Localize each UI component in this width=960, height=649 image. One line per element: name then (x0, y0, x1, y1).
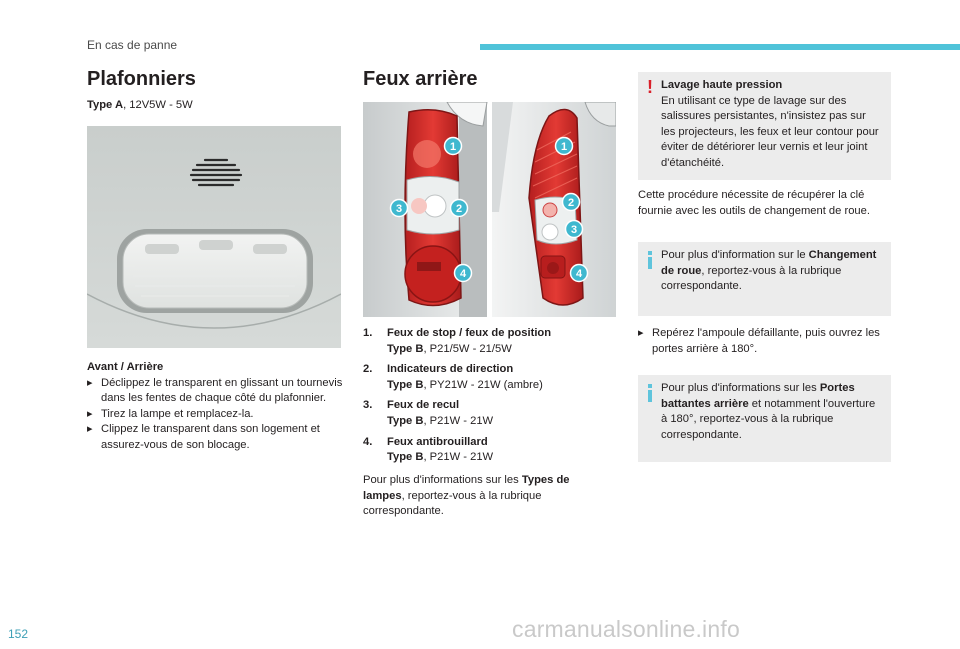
section-label: En cas de panne (87, 38, 178, 52)
page-number: 152 (8, 627, 29, 641)
list-item (87, 376, 345, 407)
note-bold: Types de lampes (363, 474, 570, 502)
watermark: carmanualsonline.info (512, 616, 740, 642)
item-name: Feux antibrouillard (387, 435, 488, 448)
item-name: Indicateurs de direction (387, 363, 514, 376)
list-item (87, 407, 345, 423)
info-content (661, 381, 883, 443)
item-value: , PY21W - 21W (ambre) (423, 378, 543, 391)
type-label: Type A (87, 99, 124, 111)
item-value: , P21W - 21W (423, 451, 494, 464)
svg-text:2: 2 (455, 203, 463, 215)
bullet-arrow-icon: ▸ (638, 327, 644, 339)
list-item (363, 398, 618, 429)
item-type: Type B (387, 414, 424, 427)
list-item (363, 435, 618, 466)
callout-2-right (563, 194, 580, 211)
step-text: Repérez l'ampoule défaillante, puis ouvrez les portes arrière à 180°. (652, 327, 880, 355)
info-bold: Changement de roue (661, 249, 877, 277)
callout-3-right (566, 221, 583, 238)
note-text: Pour plus d'informations sur les (363, 474, 522, 486)
callout-3-left (391, 200, 408, 217)
item-number: 1. (363, 327, 373, 339)
callout-4-right (571, 265, 588, 282)
avant-arriere-label: Avant / Arrière (87, 361, 164, 373)
info-text: Pour plus d'information sur le (661, 249, 809, 261)
bullet-arrow-icon: ▸ (87, 376, 93, 389)
list-item (363, 326, 618, 357)
bullet-text: Clippez le transparent dans son logement et assurez-vous de son blocage. (101, 423, 320, 451)
info-icon (648, 251, 652, 269)
warning-content (661, 78, 883, 172)
bullet-arrow-icon: ▸ (87, 423, 93, 436)
warning-icon: ! (647, 77, 653, 97)
item-name: Feux de recul (387, 399, 460, 412)
item-name: Feux de stop / feux de position (387, 327, 552, 339)
svg-text:1: 1 (449, 141, 457, 153)
item-value: , P21W - 21W (423, 414, 494, 427)
note-text: , reportez-vous à la rubrique correspondante. (363, 489, 542, 518)
item-number: 4. (363, 435, 373, 448)
plafonniers-title: Plafonniers (87, 68, 196, 90)
item-value: , P21/5W - 21/5W (423, 342, 512, 355)
svg-text:3: 3 (395, 203, 403, 215)
bullet-text: Déclippez le transparent en glissant un tournevis dans les fentes de chaque côté du plafonnier. (101, 376, 343, 405)
info-content (661, 248, 883, 295)
lamp-list (363, 326, 618, 471)
bullet-arrow-icon: ▸ (87, 407, 93, 420)
plafonnier-instructions (87, 360, 345, 454)
feux-arriere-title: Feux arrière (363, 68, 478, 90)
list-item (87, 422, 345, 453)
info-text: Pour plus d'informations sur les (661, 382, 820, 394)
plafonnier-type (87, 98, 193, 114)
svg-text:3: 3 (570, 224, 578, 236)
svg-text:2: 2 (567, 197, 575, 209)
list-item (363, 362, 618, 393)
item-number: 3. (363, 399, 373, 412)
type-value: , 12V5W - 5W (123, 99, 193, 111)
header-rule (480, 44, 960, 50)
svg-text:4: 4 (575, 268, 583, 280)
warning-title: Lavage haute pression (661, 79, 783, 91)
bullet-text: Tirez la lampe et remplacez-la. (101, 407, 254, 420)
callout-1-left (445, 138, 462, 155)
warning-box (638, 72, 891, 180)
info-box-changement-roue (638, 242, 891, 316)
callout-layer (363, 102, 616, 317)
procedure-text: Cette procédure nécessite de récupérer la clé fournie avec les outils de changement de roue. (638, 189, 870, 217)
item-type: Type B (387, 451, 424, 464)
item-type: Type B (387, 342, 424, 355)
info-text: et notamment l'ouverture à 180°, reportez-vous à la rubrique correspondante. (661, 397, 876, 441)
callout-2-left (451, 200, 468, 217)
info-bold: Portes battantes arrière (661, 382, 855, 410)
info-icon (648, 384, 652, 402)
svg-text:4: 4 (459, 268, 467, 280)
svg-text:1: 1 (560, 141, 568, 153)
types-lampes-note (363, 473, 581, 520)
info-text: , reportez-vous à la rubrique correspondante. (661, 264, 842, 293)
step-item (638, 326, 888, 357)
callout-1-right (556, 138, 573, 155)
item-type: Type B (387, 378, 424, 391)
warning-text: En utilisant ce type de lavage sur des salissures persistantes, n'insistez pas sur les projecteurs, les feux et leur contour pour éviter de détériorer leur vernis et leur joint d'étanchéité. (661, 94, 879, 169)
info-box-portes-battantes (638, 375, 891, 462)
item-number: 2. (363, 363, 373, 376)
callout-4-left (455, 265, 472, 282)
ceiling-lamp-photo (87, 126, 341, 348)
